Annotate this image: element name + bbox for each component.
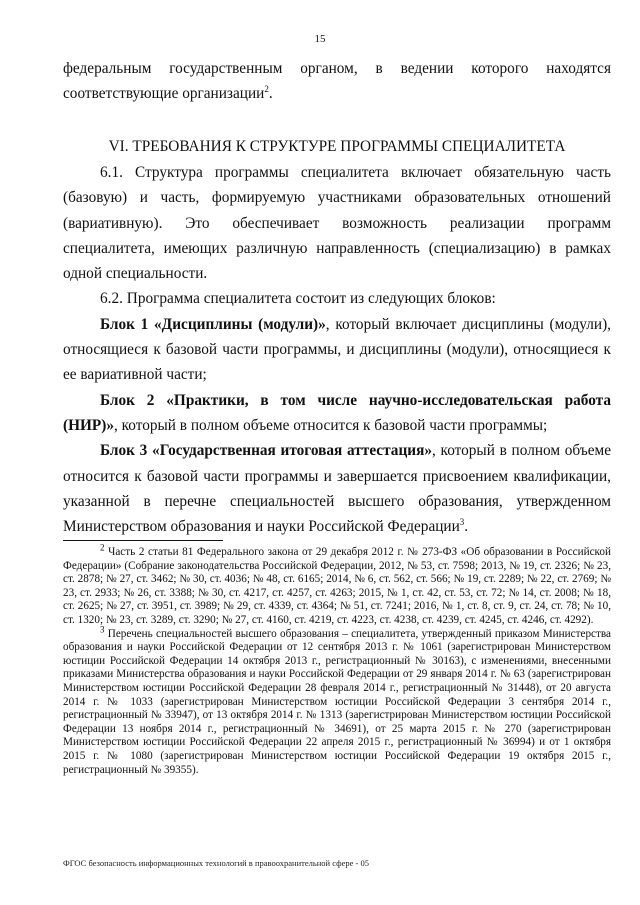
page-number: 15 — [314, 33, 326, 45]
intro-tail: . — [268, 85, 273, 103]
block-3-tail: . — [464, 518, 469, 536]
block-1-paragraph — [63, 312, 611, 388]
paragraph-6-1: 6.1. Структура программы специалитета включает обязательную часть (базовую) и часть, формируемую участниками образовательных отношений (вариативную). Это обеспечивает возможность реализации программ специалитета, имеющих различную направленность (специализацию) в рамках одной специальности. — [63, 164, 611, 283]
section-heading-block — [63, 134, 611, 159]
footnote-ref-3: 3 — [459, 517, 465, 528]
footnotes — [63, 542, 611, 777]
paragraph-6-2: 6.2. Программа специалитета состоит из следующих блоков: — [100, 290, 496, 308]
block-3-paragraph — [63, 438, 611, 539]
block-2-title: Блок 2 «Практики, в том числе научно-исследовательская работа (НИР)» — [63, 391, 611, 434]
block-1-title: Блок 1 «Дисциплины (модули)» — [100, 315, 326, 333]
footnote-2 — [63, 542, 611, 628]
intro-paragraph — [63, 56, 611, 107]
section-body — [63, 160, 611, 539]
footnote-3-number: 3 — [100, 623, 105, 634]
intro-text: федеральным государственным органом, в ведении которого находятся соответствующие организации — [63, 60, 611, 103]
footnote-3-text: Перечень специальностей высшего образования – специалитета, утвержденный приказом Министерства образования и науки Российской Федерации от 12 сентября 2013 г. № 1061 (зарегистрирован Министерством юстиции Российской Федерации 14 октября 2013 г., регистрационный № 30163), с изменениями, внесенными приказами Министерства образования и науки Российской Федерации от 29 января 2014 г. № 63 (зарегистрирован Министерством юстиции Российской Федерации 28 февраля 2014 г., регистрационный № 31448), от 20 августа 2014 г. № 1033 (зарегистрирован Министерством юстиции Российской Федерации 3 сентября 2014 г., регистрационный № 33947), от 13 октября 2014 г. № 1313 (зарегистрирован Министерством юстиции Российской Федерации 13 ноября 2014 г., регистрационный № 34691), от 25 марта 2015 г. № 270 (зарегистрирован Министерством юстиции Российской Федерации 22 апреля 2015 г., регистрационный № 36994) и от 1 октября 2015 г. № 1080 (зарегистрирован Министерством юстиции Российской Федерации 19 октября 2015 г., регистрационный № 39355). — [63, 627, 611, 776]
footnote-2-number: 2 — [100, 542, 105, 553]
section-heading: VI. ТРЕБОВАНИЯ К СТРУКТУРЕ ПРОГРАММЫ СПЕЦИАЛИТЕТА — [108, 138, 566, 155]
block-1-text: , который включает дисциплины (модули), относящиеся к базовой части программы, и дисциплины (модули), относящиеся к ее вариативной части; — [63, 315, 612, 384]
footnote-3 — [63, 623, 611, 778]
block-2-text: , который в полном объеме относится к базовой части программы; — [113, 416, 548, 434]
block-3-title: Блок 3 «Государственная итоговая аттестация» — [100, 442, 432, 460]
block-2-paragraph — [63, 388, 611, 439]
footnote-2-text: Часть 2 статьи 81 Федерального закона от 29 декабря 2012 г. № 273-ФЗ «Об образовании в Российской Федерации» (Собрание законодательства Российской Федерации, 2012, № 53, ст. 7598; 2013, № 19, ст. 2326; № 23, ст. 2878; № 27, ст. 3462; № 30, ст. 4036; № 48, ст. 6165; 2014, № 6, ст. 562, ст. 566; № 19, ст. 2289; № 22, ст. 2769; № 23, ст. 2933; № 26, ст. 3388; № 30, ст. 4217, ст. 4257, ст. 4263; 2015, № 1, ст. 42, ст. 53, ст. 72; № 14, ст. 2008; № 18, ст. 2625; № 27, ст. 3951, ст. 3989; № 29, ст. 4339, ст. 4364; № 51, ст. 7241; 2016, № 1, ст. 8, ст. 9, ст. 24, ст. 78; № 10, ст. 1320; № 23, ст. 3289, ст. 3290; № 27, ст. 4160, ст. 4219, ст. 4223, ст. 4238, ст. 4239, ст. 4245, ст. 4246, ст. 4292). — [63, 546, 611, 626]
block-3-text: , который в полном объеме относится к базовой части программы и завершается присвоением квалификации, указанной в перечне специальностей высшего образования, утвержденном Министерством образования и науки Российской Федерации — [63, 442, 611, 536]
page-footer: ФГОС безопасность информационных технологий в правоохранительной сфере - 05 — [63, 858, 369, 868]
footnote-ref-2: 2 — [264, 84, 269, 95]
footnote-separator — [63, 540, 223, 541]
